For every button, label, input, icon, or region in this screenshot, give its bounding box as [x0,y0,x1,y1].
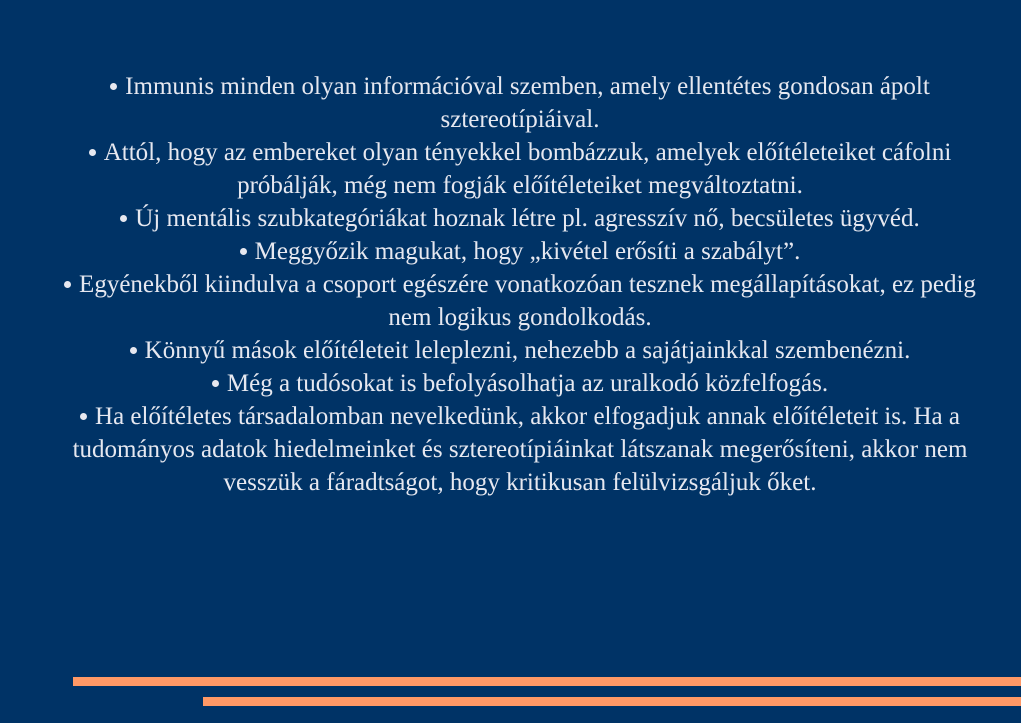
bullet-item [60,400,980,499]
bullet-item [60,334,980,367]
bullet-text: Egyénekből kiindulva a csoport egészére vonatkozóan tesznek megállapításokat, ez pedig nem logikus gondolkodás. [79,271,976,331]
bullet-text: Könnyű mások előítéleteit leleplezni, nehezebb a sajátjainkkal szembenézni. [144,337,911,364]
bullet-text: Új mentális szubkategóriákat hoznak létre pl. agresszív nő, becsületes ügyvéd. [135,205,920,232]
bullet-item [60,235,980,268]
bullet-dot-icon [89,149,96,156]
bullet-dot-icon [64,281,71,288]
bullet-dot-icon [130,347,137,354]
bullet-dot-icon [212,380,219,387]
bullet-item [60,367,980,400]
bullet-text: Immunis minden olyan információval szemben, amely ellentétes gondosan ápolt sztereotípiáival. [125,73,930,133]
bullet-item [60,268,980,334]
bullet-text: Meggyőzik magukat, hogy „kivétel erősíti a szabályt”. [254,238,801,265]
bullet-list [60,70,980,499]
bullet-dot-icon [240,248,247,255]
bullet-item [60,70,980,136]
bullet-dot-icon [120,215,127,222]
bullet-item [60,136,980,202]
decorative-line-upper [73,677,1021,686]
bullet-text: Még a tudósokat is befolyásolhatja az uralkodó közfelfogás. [226,370,829,397]
bullet-item [60,202,980,235]
bullet-text: Ha előítéletes társadalomban nevelkedünk, akkor elfogadjuk annak előítéleteit is. Ha a tudományos adatok hiedelmeinket és sztereotípiáinkat látszanak megerősíteni, akkor nem vesszük a fáradtságot, hogy kritikusan felülvizsgáljuk őket. [72,403,968,496]
decorative-line-lower [203,697,1021,706]
bullet-dot-icon [80,413,87,420]
bullet-text: Attól, hogy az embereket olyan tényekkel bombázzuk, amelyek előítéleteiket cáfolni próbálják, még nem fogják előítéleteiket megváltoztatni. [103,139,952,199]
bullet-dot-icon [110,83,117,90]
